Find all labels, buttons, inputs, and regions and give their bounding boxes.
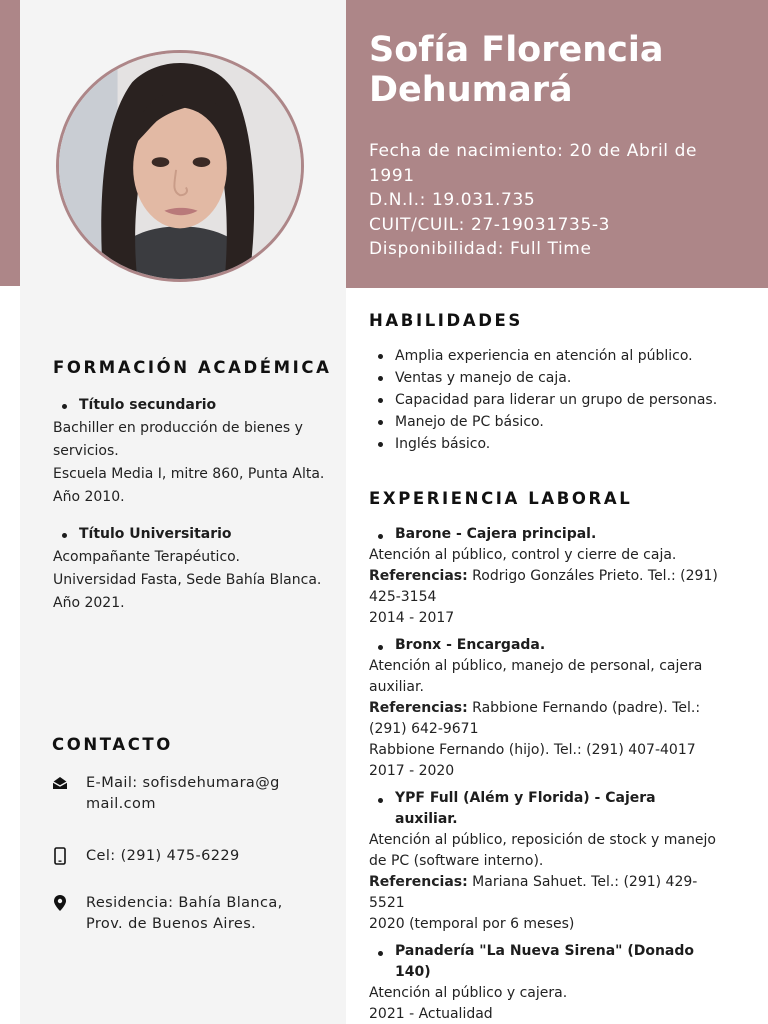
dni: D.N.I.: 19.031.735 — [369, 190, 536, 210]
birth-date: Fecha de nacimiento: 20 de Abril de 1991 — [369, 141, 698, 186]
cuit-cuil: CUIT/CUIL: 27-19031735-3 — [369, 214, 611, 235]
references-text: Rabbione Fernando (padre). Tel.: (291) 642-9671 — [369, 700, 701, 737]
education-heading: Título Universitario — [53, 523, 338, 546]
skills-section — [369, 311, 739, 455]
phone-text[interactable]: Cel: (291) 475-6229 — [86, 848, 240, 864]
job-description: Atención al público, manejo de personal, cajera auxiliar. — [369, 658, 703, 695]
job-description: Atención al público, control y cierre de caja. — [369, 547, 677, 563]
education-title: FORMACIÓN ACADÉMICA — [53, 358, 332, 377]
references-label: Referencias: — [369, 874, 468, 890]
education-line: Acompañante Terapéutico. — [53, 549, 240, 565]
job-description: Atención al público, reposición de stock y manejo de PC (software interno). — [369, 832, 716, 869]
list-item: Manejo de PC básico. — [369, 411, 739, 433]
portrait-illustration — [59, 53, 301, 279]
job-references — [369, 872, 719, 914]
references-label: Referencias: — [369, 700, 468, 716]
job-heading: Barone - Cajera principal. — [369, 524, 719, 545]
job-description: Atención al público y cajera. — [369, 985, 568, 1001]
references-label: Referencias: — [369, 568, 468, 584]
education-line: Año 2010. — [53, 489, 125, 505]
email-text[interactable]: E-Mail: sofisdehumara@gmail.com — [86, 775, 280, 812]
phone-icon — [52, 847, 68, 865]
job-period: 2021 - Actualidad — [369, 1006, 493, 1022]
contact-title: CONTACTO — [52, 735, 173, 754]
list-item: Ventas y manejo de caja. — [369, 367, 739, 389]
job-period: 2020 (temporal por 6 meses) — [369, 916, 575, 932]
personal-info — [369, 139, 739, 262]
job-entry — [369, 635, 719, 782]
education-item — [53, 394, 338, 509]
education-item — [53, 523, 338, 615]
references-text: Mariana Sahuet. Tel.: (291) 429-5521 — [369, 874, 698, 911]
education-section — [53, 358, 338, 629]
availability: Disponibilidad: Full Time — [369, 239, 592, 259]
job-references — [369, 698, 719, 740]
education-line: Universidad Fasta, Sede Bahía Blanca. — [53, 572, 322, 588]
education-line: Año 2021. — [53, 595, 125, 611]
contact-section — [52, 735, 337, 932]
job-period: 2014 - 2017 — [369, 610, 455, 626]
contact-phone — [52, 846, 312, 867]
education-heading: Título secundario — [53, 394, 338, 417]
list-item: Capacidad para liderar un grupo de personas. — [369, 389, 739, 411]
profile-photo — [56, 50, 304, 282]
education-line: Bachiller en producción de bienes y servicios. — [53, 420, 303, 459]
job-entry — [369, 524, 719, 629]
job-heading: Bronx - Encargada. — [369, 635, 719, 656]
job-entry — [369, 941, 719, 1024]
experience-section — [369, 489, 719, 1024]
job-extra-reference: Rabbione Fernando (hijo). Tel.: (291) 407-4017 — [369, 742, 696, 758]
contact-email — [52, 773, 292, 815]
skills-list — [369, 345, 739, 455]
name-first-line: Sofía Florencia — [369, 30, 664, 70]
skills-title: HABILIDADES — [369, 311, 523, 330]
list-item: Amplia experiencia en atención al público. — [369, 345, 739, 367]
job-heading: Panadería "La Nueva Sirena" (Donado 140) — [369, 941, 719, 983]
full-name — [369, 30, 749, 110]
experience-title: EXPERIENCIA LABORAL — [369, 489, 633, 508]
job-references — [369, 566, 719, 608]
name-second-line: Dehumará — [369, 70, 573, 110]
residence-text: Residencia: Bahía Blanca, Prov. de Buenos Aires. — [86, 895, 283, 932]
envelope-icon — [52, 774, 68, 792]
education-line: Escuela Media I, mitre 860, Punta Alta. — [53, 466, 325, 482]
job-period: 2017 - 2020 — [369, 763, 455, 779]
left-accent-bar — [0, 0, 20, 286]
references-text: Rodrigo Gonzáles Prieto. Tel.: (291) 425-3154 — [369, 568, 718, 605]
contact-residence — [52, 893, 322, 935]
job-heading: YPF Full (Além y Florida) - Cajera auxiliar. — [369, 788, 719, 830]
job-entry — [369, 788, 719, 935]
list-item: Inglés básico. — [369, 433, 739, 455]
location-pin-icon — [52, 894, 68, 912]
